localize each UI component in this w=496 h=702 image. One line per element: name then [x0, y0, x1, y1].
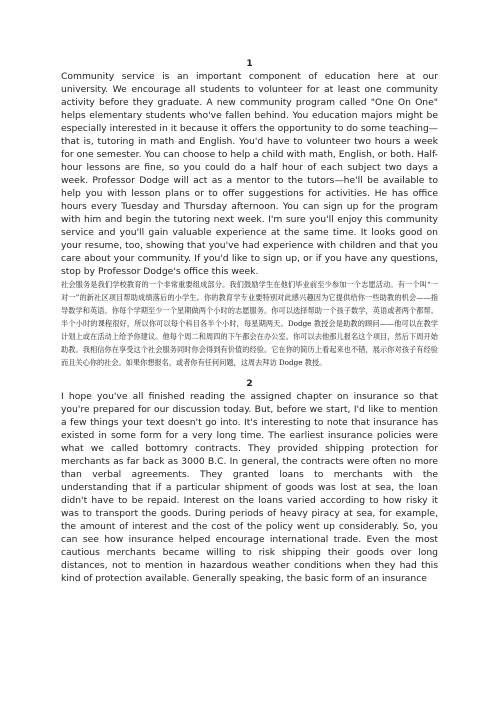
section-number: 1 — [246, 59, 253, 69]
section-number: 2 — [246, 379, 253, 389]
section-gap — [61, 369, 438, 378]
chinese-translation: 社会服务是我们学校教育的一个非常重要组成部分。我们鼓励学生在他们毕业前至少参加一个志愿活动。有一个叫“一对一”的新社区项目帮助成绩落后的小学生。你的教育学专业要特别对此感兴趣因为它提供给你一些助教的机会——指导数学和英语。你每个学期至少一个星期做两个小时的志愿服务。你可以选择帮助一个孩子数学，英语或者两个都帮。半个小时的课程很好，所以你可以每个科目各半个小时，每星期两天。Dodge 教授会是助教的顾问——他可以在教学计划上或在活动上给予你建议。他每个周二和周四的下午都会在办公室。你可以去他那儿报名这个项目，然后下周开始助教。我相信你在享受这个社会服务同时你会得到有价值的经验。它在你的简历上看起来也不错，展示你对孩子有经验而且关心你的社会。如果你想报名，或者你有任何问题，这周去拜访 Dodge 教授。 — [61, 280, 438, 367]
english-paragraph: I hope you've all finished reading the assigned chapter on insurance so that you're prepared for our discussion today. But, before we start, I'd like to mention a few things your text doesn't go into. It's interesting to note that insurance has existed in some form for a very long time. The earliest insurance policies were what we called bottomry contracts. They provided shipping protection for merchants as far back as 3000 B.C. In general, the contracts were often no more than verbal agreements. They granted loans to merchants with the understanding that if a particular shipment of goods was lost at sea, the loan didn't have to be repaid. Interest on the loans varied according to how risky it was to transport the goods. During periods of heavy piracy at sea, for example, the amount of interest and the cost of the policy went up considerably. So, you can see how insurance helped encourage international trade. Even the most cautious merchants became willing to risk shipping their goods over long distances, not to mention in hazardous weather conditions when they had this kind of protection available. Generally speaking, the basic form of an insurance — [61, 391, 438, 584]
english-paragraph: Community service is an important component of education here at our university. We encourage all students to volunteer for at least one community activity before they graduate. A new community program called "One On One" helps elementary students who've fallen behind. You education majors might be especially interested in it because it offers the opportunity to do some teaching—that is, tutoring in math and English. You'd have to volunteer two hours a week for one semester. You can choose to help a child with math, English, or both. Half-hour lessons are fine, so you could do a half hour of each subject two days a week. Professor Dodge will act as a mentor to the tutors—he'll be available to help you with lesson plans or to offer suggestions for activities. He has office hours every Tuesday and Thursday afternoon. You can sign up for the program with him and begin the tutoring next week. I'm sure you'll enjoy this community service and you'll gain valuable experience at the same time. It looks good on your resume, too, showing that you've had experience with children and that you care about your community. If you'd like to sign up, or if you have any questions, stop by Professor Dodge's office this week. — [61, 71, 438, 277]
